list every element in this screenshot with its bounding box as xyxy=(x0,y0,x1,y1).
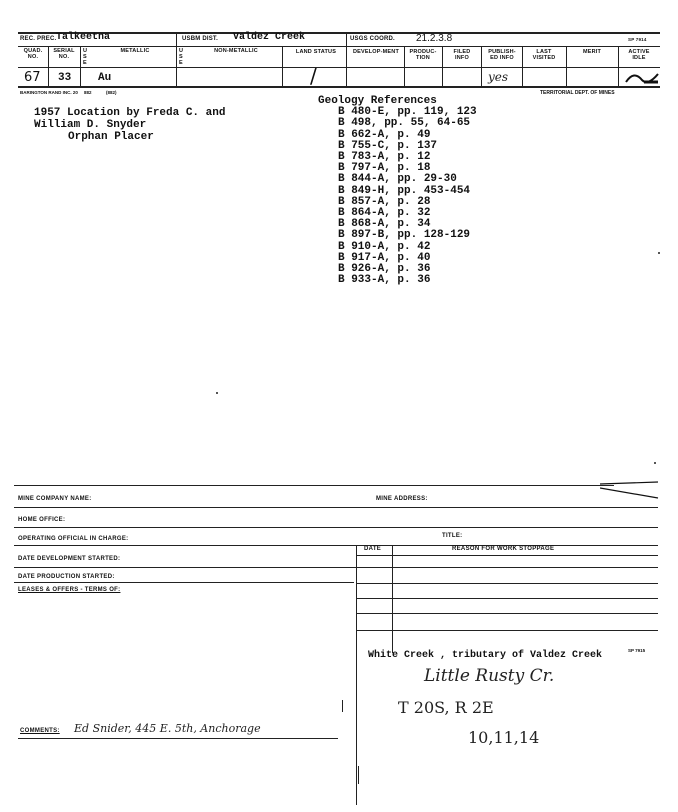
mine-company-name-label: MINE COMPANY NAME: xyxy=(18,496,92,502)
col-nonmetallic: NON-METALLIC xyxy=(214,48,258,54)
col-sep xyxy=(80,46,81,86)
col-merit: MERIT xyxy=(582,49,602,55)
handwritten-township: T 20S, R 2E xyxy=(398,698,494,717)
serial-no-value: 33 xyxy=(58,72,72,84)
geology-ref-list xyxy=(318,107,477,286)
geology-ref-item: B 857-A, p. 28 xyxy=(338,195,431,208)
form-vrule xyxy=(358,766,359,784)
rec-prec-value: Talkeetna xyxy=(56,32,111,43)
location-line-2: William D. Snyder xyxy=(34,119,147,131)
col-last-visited: LAST VISITED xyxy=(532,49,556,61)
usbm-dist-label: USBM DIST. xyxy=(182,36,219,42)
col-sep xyxy=(481,46,482,86)
col-sep xyxy=(282,46,283,86)
usgs-coord-value: 21.2.3.8 xyxy=(416,33,453,44)
col-production: PRODUC-TION xyxy=(409,49,437,61)
col-metallic: METALLIC xyxy=(120,48,150,54)
col-serial-no: SERIAL NO. xyxy=(53,48,75,60)
col-quad-no: QUAD. NO. xyxy=(23,48,43,60)
quad-no-value: 67 xyxy=(24,70,41,85)
form-rule xyxy=(14,527,658,528)
form-rule xyxy=(356,598,658,599)
form-rule xyxy=(14,582,354,583)
col-sep xyxy=(522,46,523,86)
geology-ref-item: B 933-A, p. 36 xyxy=(338,274,431,287)
geology-ref-item: B 849-H, pp. 453-454 xyxy=(338,184,471,197)
printer-line: BARINGTON RAND INC. 20 xyxy=(20,90,78,95)
territorial-dept: TERRITORIAL DEPT. OF MINES xyxy=(540,90,615,96)
col-sep xyxy=(346,32,347,86)
col-sep xyxy=(442,46,443,86)
reason-col-label: REASON FOR WORK STOPPAGE xyxy=(452,546,555,552)
form-rule xyxy=(14,507,658,508)
geology-ref-item: B 926-A, p. 36 xyxy=(338,263,431,276)
speck xyxy=(654,462,656,464)
geology-ref-item: B 917-A, p. 40 xyxy=(338,251,431,264)
col-sep xyxy=(404,46,405,86)
comments-value: Ed Snider, 445 E. 5th, Anchorage xyxy=(74,722,261,735)
form-rule xyxy=(14,545,658,546)
col-sep xyxy=(618,46,619,86)
header-row-rule xyxy=(18,67,660,68)
geology-ref-item: B 910-A, p. 42 xyxy=(338,240,431,253)
date-production-label: DATE PRODUCTION STARTED: xyxy=(18,574,115,580)
operating-official-label: OPERATING OFFICIAL IN CHARGE: xyxy=(18,536,129,542)
active-idle-mark-icon xyxy=(624,68,660,86)
geology-ref-item: B 844-A, pp. 29-30 xyxy=(338,173,457,186)
col-sep xyxy=(566,46,567,86)
geology-ref-item: B 897-B, pp. 128-129 xyxy=(338,229,471,242)
form-number-bottom: SP 7915 xyxy=(628,648,646,653)
published-info-value: yes xyxy=(488,70,509,84)
home-office-label: HOME OFFICE: xyxy=(18,517,66,523)
geology-ref-item: B 783-A, p. 12 xyxy=(338,151,431,164)
comments-label: COMMENTS: xyxy=(20,728,60,734)
col-use-nonmetallic: U S E xyxy=(179,48,184,66)
speck xyxy=(658,252,660,254)
form-rule xyxy=(356,630,658,631)
col-sep xyxy=(176,32,177,86)
header-bottom-rule xyxy=(18,86,660,88)
land-status-mark: / xyxy=(310,64,317,88)
date-development-label: DATE DEVELOPMENT STARTED: xyxy=(18,556,121,562)
geology-ref-item: B 868-A, p. 34 xyxy=(338,218,431,231)
geology-ref-item: B 498, pp. 55, 64-65 xyxy=(338,117,471,130)
form-rule xyxy=(356,583,658,584)
col-use-metallic: U S E xyxy=(83,48,88,66)
header-mid-rule xyxy=(18,46,660,47)
date-col-label: DATE xyxy=(364,546,382,552)
handwritten-creek-name: Little Rusty Cr. xyxy=(424,666,555,686)
printer-code: 882 xyxy=(84,90,92,95)
speck xyxy=(216,392,218,394)
col-development: DEVELOP-MENT xyxy=(352,49,400,55)
handwritten-sections: 10,11,14 xyxy=(468,728,540,747)
geology-ref-item: B 864-A, p. 32 xyxy=(338,207,431,220)
form-vrule xyxy=(356,545,357,805)
leases-offers-label: LEASES & OFFERS - TERMS OF: xyxy=(18,587,121,593)
geology-ref-item: B 662-A, p. 49 xyxy=(338,128,431,141)
geology-title: Geology References xyxy=(318,95,437,107)
metallic-value: Au xyxy=(98,72,112,84)
mine-address-label: MINE ADDRESS: xyxy=(376,496,428,502)
location-line-1: 1957 Location by Freda C. and xyxy=(34,107,226,119)
geology-references xyxy=(318,96,477,286)
col-published-info: PUBLISH-ED INFO xyxy=(488,49,516,61)
form-vrule xyxy=(392,545,393,653)
location-line-3: Orphan Placer xyxy=(68,131,154,143)
form-rule xyxy=(18,738,338,739)
title-label: TITLE: xyxy=(442,533,463,539)
printer-code-2: (882) xyxy=(106,90,117,95)
col-land-status: LAND STATUS xyxy=(295,49,337,55)
form-top-rule xyxy=(14,485,614,486)
pen-stroke-icon xyxy=(600,478,660,502)
header-top-rule xyxy=(18,32,660,34)
form-vrule xyxy=(342,700,343,712)
rec-prec-label: REC. PREC. xyxy=(20,36,57,42)
geology-ref-item: B 797-A, p. 18 xyxy=(338,162,431,175)
geology-ref-item: B 755-C, p. 137 xyxy=(338,139,438,152)
form-number-top: SP 7914 xyxy=(628,37,647,42)
form-rule xyxy=(14,567,658,568)
usgs-coord-label: USGS COORD. xyxy=(350,36,395,42)
form-rule xyxy=(356,555,658,556)
creek-note: White Creek , tributary of Valdez Creek xyxy=(368,650,603,661)
form-rule xyxy=(356,613,658,614)
col-filed-info: FILED INFO xyxy=(453,49,471,61)
usbm-dist-value: Valdez Creek xyxy=(233,32,306,43)
geology-ref-item: B 480-E, pp. 119, 123 xyxy=(338,106,477,119)
col-active-idle: ACTIVE IDLE xyxy=(628,49,650,61)
